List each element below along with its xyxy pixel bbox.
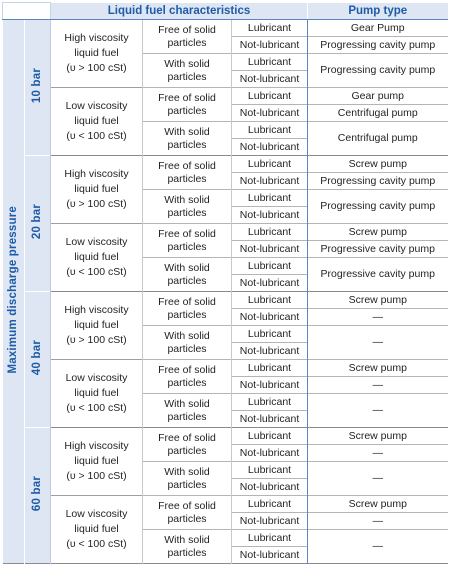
pump-type-cell: Progressive cavity pump <box>308 241 448 258</box>
pump-type-cell: Progressing cavity pump <box>308 190 448 224</box>
pump-type-cell: Centrifugal pump <box>308 105 448 122</box>
side-label-cell <box>3 20 25 564</box>
pump-type-cell: — <box>308 309 448 326</box>
bottom-rule-cell <box>3 564 448 581</box>
lubricity-cell: Lubricant <box>232 360 308 377</box>
lubricity-cell: Not-lubricant <box>232 479 308 496</box>
lubricity-cell: Not-lubricant <box>232 105 308 122</box>
table-row <box>3 292 448 309</box>
solid-particles-cell: With solid particles <box>143 54 232 88</box>
pump-type-cell: Gear Pump <box>308 20 448 37</box>
pump-type-cell: Screw pump <box>308 156 448 173</box>
lubricity-cell: Lubricant <box>232 54 308 71</box>
table-row <box>3 496 448 513</box>
solid-particles-cell: With solid particles <box>143 462 232 496</box>
header-corner <box>3 3 51 20</box>
lubricity-cell: Lubricant <box>232 224 308 241</box>
pressure-label: 20 bar <box>31 203 43 240</box>
table-row <box>3 428 448 445</box>
pump-type-cell: Progressing cavity pump <box>308 54 448 88</box>
pump-type-cell: Progressing cavity pump <box>308 37 448 54</box>
solid-particles-cell: With solid particles <box>143 530 232 564</box>
pressure-group-cell <box>25 292 51 428</box>
solid-particles-cell: Free of solid particles <box>143 496 232 530</box>
pump-type-cell: Screw pump <box>308 292 448 309</box>
lubricity-cell: Lubricant <box>232 496 308 513</box>
pump-type-cell: Progressing cavity pump <box>308 173 448 190</box>
lubricity-cell: Not-lubricant <box>232 241 308 258</box>
table-row <box>3 360 448 377</box>
lubricity-cell: Not-lubricant <box>232 173 308 190</box>
table-body <box>3 20 448 581</box>
pressure-label: 10 bar <box>31 67 43 104</box>
viscosity-cell: High viscosity liquid fuel (υ > 100 cSt) <box>51 20 143 88</box>
pump-type-cell: — <box>308 377 448 394</box>
solid-particles-cell: Free of solid particles <box>143 224 232 258</box>
table-row <box>3 156 448 173</box>
lubricity-cell: Lubricant <box>232 462 308 479</box>
lubricity-cell: Not-lubricant <box>232 275 308 292</box>
lubricity-cell: Not-lubricant <box>232 445 308 462</box>
pump-selection-table <box>2 2 448 581</box>
lubricity-cell: Not-lubricant <box>232 139 308 156</box>
table-bottom-rule <box>3 564 448 581</box>
lubricity-cell: Lubricant <box>232 428 308 445</box>
table-row <box>3 20 448 37</box>
lubricity-cell: Not-lubricant <box>232 343 308 360</box>
lubricity-cell: Lubricant <box>232 394 308 411</box>
viscosity-cell: Low viscosity liquid fuel (υ < 100 cSt) <box>51 496 143 564</box>
max-discharge-pressure-label: Maximum discharge pressure <box>6 205 19 374</box>
solid-particles-cell: Free of solid particles <box>143 88 232 122</box>
pump-type-cell: Screw pump <box>308 428 448 445</box>
pump-type-cell: Screw pump <box>308 360 448 377</box>
viscosity-cell: Low viscosity liquid fuel (υ < 100 cSt) <box>51 360 143 428</box>
viscosity-cell: High viscosity liquid fuel (υ > 100 cSt) <box>51 156 143 224</box>
table-row <box>3 224 448 241</box>
pressure-label: 60 bar <box>31 475 43 512</box>
viscosity-cell: Low viscosity liquid fuel (υ < 100 cSt) <box>51 224 143 292</box>
lubricity-cell: Lubricant <box>232 88 308 105</box>
solid-particles-cell: Free of solid particles <box>143 20 232 54</box>
pump-type-cell: — <box>308 513 448 530</box>
viscosity-cell: Low viscosity liquid fuel (υ < 100 cSt) <box>51 88 143 156</box>
solid-particles-cell: Free of solid particles <box>143 292 232 326</box>
pump-type-cell: — <box>308 445 448 462</box>
pump-type-cell: — <box>308 530 448 564</box>
lubricity-cell: Not-lubricant <box>232 309 308 326</box>
pressure-group-cell <box>25 156 51 292</box>
pump-type-cell: — <box>308 326 448 360</box>
solid-particles-cell: With solid particles <box>143 258 232 292</box>
lubricity-cell: Lubricant <box>232 156 308 173</box>
pump-type-cell: Gear pump <box>308 88 448 105</box>
lubricity-cell: Lubricant <box>232 20 308 37</box>
solid-particles-cell: Free of solid particles <box>143 156 232 190</box>
lubricity-cell: Not-lubricant <box>232 37 308 54</box>
solid-particles-cell: With solid particles <box>143 122 232 156</box>
lubricity-cell: Lubricant <box>232 122 308 139</box>
solid-particles-cell: With solid particles <box>143 326 232 360</box>
lubricity-cell: Lubricant <box>232 326 308 343</box>
pump-type-cell: — <box>308 394 448 428</box>
lubricity-cell: Not-lubricant <box>232 71 308 88</box>
solid-particles-cell: With solid particles <box>143 394 232 428</box>
viscosity-cell: High viscosity liquid fuel (υ > 100 cSt) <box>51 292 143 360</box>
lubricity-cell: Not-lubricant <box>232 513 308 530</box>
header-liquid-fuel-characteristics: Liquid fuel characteristics <box>51 3 308 20</box>
table-row <box>3 88 448 105</box>
lubricity-cell: Lubricant <box>232 190 308 207</box>
pressure-label: 40 bar <box>31 339 43 376</box>
lubricity-cell: Not-lubricant <box>232 411 308 428</box>
lubricity-cell: Lubricant <box>232 530 308 547</box>
solid-particles-cell: With solid particles <box>143 190 232 224</box>
header-pump-type: Pump type <box>308 3 448 20</box>
viscosity-cell: High viscosity liquid fuel (υ > 100 cSt) <box>51 428 143 496</box>
lubricity-cell: Not-lubricant <box>232 547 308 564</box>
solid-particles-cell: Free of solid particles <box>143 360 232 394</box>
lubricity-cell: Lubricant <box>232 292 308 309</box>
pump-type-cell: Centrifugal pump <box>308 122 448 156</box>
pump-type-cell: Screw pump <box>308 224 448 241</box>
solid-particles-cell: Free of solid particles <box>143 428 232 462</box>
lubricity-cell: Not-lubricant <box>232 377 308 394</box>
pressure-group-cell <box>25 20 51 156</box>
pump-type-cell: Progressive cavity pump <box>308 258 448 292</box>
lubricity-cell: Not-lubricant <box>232 207 308 224</box>
pressure-group-cell <box>25 428 51 564</box>
lubricity-cell: Lubricant <box>232 258 308 275</box>
pump-type-cell: — <box>308 462 448 496</box>
pump-type-cell: Screw pump <box>308 496 448 513</box>
